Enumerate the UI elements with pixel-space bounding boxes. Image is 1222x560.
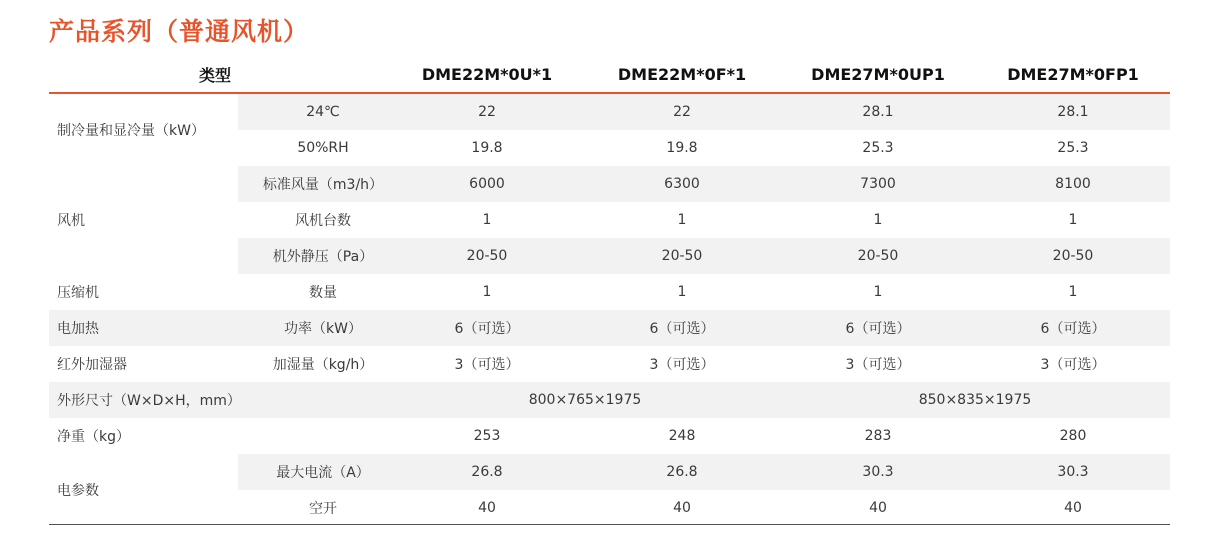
row-sub-label: 最大电流（A） (276, 465, 370, 481)
group-label-cooling: 制冷量和显冷量（kW） (57, 123, 205, 139)
table-cell: 22 (478, 104, 496, 120)
group-label-weight: 净重（kg） (57, 429, 130, 445)
table-cell: 6000 (469, 176, 505, 192)
table-cell: 20-50 (1052, 248, 1094, 264)
table-header (49, 57, 1170, 94)
row-sub-label: 加湿量（kg/h） (272, 357, 374, 373)
table-cell: 26.8 (471, 464, 503, 480)
row-sub-label: 标准风量（m3/h） (262, 177, 384, 193)
table-cell: 850×835×1975 (918, 392, 1032, 408)
table-cell: 28.1 (1057, 104, 1089, 120)
table-cell: 40 (673, 500, 691, 516)
group-label-electrical: 电参数 (57, 483, 99, 499)
table-cell: 280 (1059, 428, 1087, 444)
row-sub-label: 风机台数 (295, 213, 351, 229)
table-row (49, 382, 1170, 418)
row-sub-label: 数量 (309, 285, 337, 301)
table-cell: 30.3 (862, 464, 894, 480)
group-label-heater: 电加热 (57, 321, 99, 337)
group-cell-fan (49, 166, 238, 274)
table-cell: 1 (873, 212, 883, 228)
table-cell: 248 (668, 428, 696, 444)
table-cell: 1 (677, 284, 687, 300)
group-label-fan: 风机 (57, 213, 85, 229)
table-cell: 1 (873, 284, 883, 300)
table-cell: 6（可选） (454, 321, 520, 337)
table-cell: 28.1 (862, 104, 894, 120)
table-cell: 19.8 (666, 140, 698, 156)
table-cell: 40 (869, 500, 887, 516)
table-cell: 20-50 (661, 248, 703, 264)
table-row (49, 274, 1170, 310)
table-cell: 800×765×1975 (528, 392, 642, 408)
row-sub-label: 机外静压（Pa） (272, 249, 374, 265)
header-model: DME27M*0UP1 (811, 65, 945, 84)
table-cell: 30.3 (1057, 464, 1089, 480)
table-cell: 40 (478, 500, 496, 516)
table-row (49, 346, 1170, 382)
group-label-compressor: 压缩机 (57, 285, 99, 301)
table-cell: 25.3 (1057, 140, 1089, 156)
row-sub-label: 24℃ (306, 104, 340, 120)
header-model: DME22M*0U*1 (421, 65, 553, 84)
table-cell: 26.8 (666, 464, 698, 480)
table-cell: 253 (473, 428, 501, 444)
table-row (49, 418, 1170, 454)
table-cell: 40 (1064, 500, 1082, 516)
table-cell: 1 (482, 212, 492, 228)
table-cell: 19.8 (471, 140, 503, 156)
group-label-humidifier: 红外加湿器 (57, 357, 127, 373)
spec-table (49, 57, 1170, 526)
table-cell: 3（可选） (649, 357, 715, 373)
group-label-dimensions: 外形尺寸（W×D×H，mm） (57, 393, 241, 409)
table-cell: 6（可选） (1040, 321, 1106, 337)
table-cell: 1 (677, 212, 687, 228)
table-cell: 3（可选） (1040, 357, 1106, 373)
table-cell: 6（可选） (649, 321, 715, 337)
page-title: 产品系列（普通风机） (49, 17, 310, 46)
group-cell-electrical (49, 454, 238, 526)
table-cell: 6（可选） (845, 321, 911, 337)
row-sub-label: 50%RH (297, 140, 349, 156)
table-cell: 1 (482, 284, 492, 300)
row-sub-label: 功率（kW） (284, 321, 362, 337)
table-cell: 1 (1068, 212, 1078, 228)
table-cell: 6300 (664, 176, 700, 192)
table-cell: 25.3 (862, 140, 894, 156)
table-cell: 1 (1068, 284, 1078, 300)
table-cell: 7300 (860, 176, 896, 192)
header-model: DME22M*0F*1 (617, 65, 747, 84)
table-cell: 8100 (1055, 176, 1091, 192)
header-type: 类型 (199, 66, 232, 85)
table-cell: 20-50 (466, 248, 508, 264)
table-bottom-rule (49, 524, 1170, 525)
table-row (49, 310, 1170, 346)
table-cell: 20-50 (857, 248, 899, 264)
table-cell: 3（可选） (845, 357, 911, 373)
group-cell-cooling (49, 94, 238, 166)
table-cell: 283 (864, 428, 892, 444)
table-cell: 3（可选） (454, 357, 520, 373)
header-model: DME27M*0FP1 (1007, 65, 1139, 84)
table-cell: 22 (673, 104, 691, 120)
row-sub-label: 空开 (309, 501, 337, 517)
